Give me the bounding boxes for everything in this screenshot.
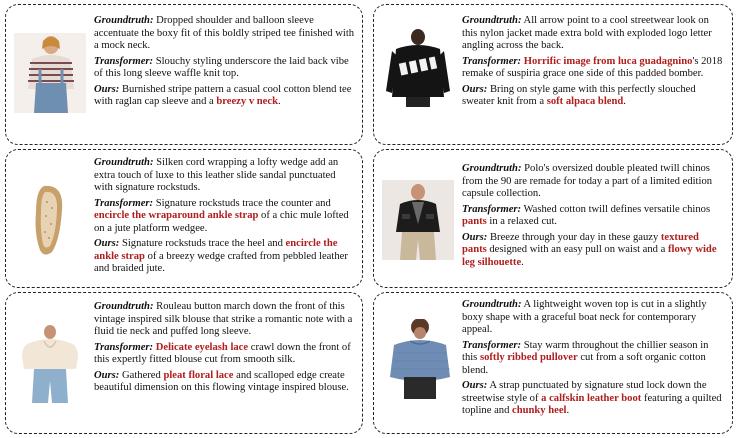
- groundtruth-label: Groundtruth:: [94, 15, 154, 26]
- caption-text: All arrow point to a cool streetwear look on this nylon jacket made extra bold with exploded logo letter angling across the back.: [462, 15, 712, 51]
- groundtruth-caption: [462, 163, 726, 201]
- ours-caption: [462, 232, 726, 270]
- example-card-2: [373, 4, 733, 145]
- caption-text: in a relaxed cut.: [486, 216, 558, 227]
- groundtruth-caption: [462, 299, 726, 337]
- caption-text: Rouleau button march down the front of this vintage inspired silk blouse that strike a romantic note with a fluid tie neck and puffed long sleeve.: [94, 301, 353, 337]
- highlighted-phrase: encircle the wraparound ankle strap: [94, 210, 259, 221]
- highlighted-phrase: a calfskin leather boot: [541, 392, 642, 404]
- groundtruth-label: Groundtruth:: [462, 15, 522, 26]
- transformer-label: Transformer:: [462, 55, 522, 67]
- caption-block: [462, 163, 726, 272]
- caption-block: [94, 157, 356, 279]
- ours-label: Ours:: [94, 83, 120, 95]
- caption-text: cut from a soft organic cotton blend.: [462, 352, 706, 376]
- transformer-caption: [462, 56, 726, 81]
- caption-text: crawl down the front of this expertly fitted blouse cut from smooth silk.: [94, 341, 351, 365]
- caption-text: designed with an easy pull on waist and a: [486, 244, 668, 255]
- caption-text: Breeze through your day in these gauzy: [487, 231, 661, 243]
- caption-text: .: [566, 405, 570, 416]
- ours-caption: [94, 370, 356, 395]
- groundtruth-label: Groundtruth:: [94, 157, 154, 168]
- ours-caption: [462, 84, 726, 109]
- example-card-5: [5, 292, 363, 434]
- caption-text: Slouchy styling underscore the laid back vibe of this long sleeve waffle knit top.: [94, 55, 349, 79]
- product-image: [14, 33, 86, 113]
- caption-text: A lightweight woven top is cut in a slightly boxy shape with a graceful boat neck for contemporary appeal.: [462, 299, 707, 335]
- caption-text: Burnished stripe pattern a casual cool cotton blend tee with raglan cap sleeve and a: [94, 83, 352, 107]
- highlighted-phrase: Horrific image from luca guadagnino: [523, 55, 693, 67]
- ours-label: Ours:: [94, 238, 120, 249]
- ours-label: Ours:: [462, 83, 488, 95]
- product-image: [382, 319, 454, 399]
- groundtruth-caption: [462, 15, 726, 53]
- caption-text: 's 2018 remake of suspiria grace one side of this padded bomber.: [462, 55, 723, 79]
- highlighted-phrase: pants: [462, 216, 487, 227]
- product-image: [14, 323, 86, 403]
- ours-caption: [94, 238, 356, 276]
- transformer-label: Transformer:: [94, 341, 154, 353]
- groundtruth-label: Groundtruth:: [94, 301, 154, 312]
- transformer-label: Transformer:: [462, 339, 522, 351]
- groundtruth-caption: [94, 301, 356, 339]
- caption-text: A strap punctuated by signature stud lock down the streetwise style of: [462, 380, 707, 404]
- transformer-label: Transformer:: [94, 55, 154, 67]
- transformer-label: Transformer:: [462, 203, 522, 215]
- ours-caption: [94, 84, 356, 109]
- caption-text: Stay warm throughout the chillier season in this: [462, 339, 709, 363]
- highlighted-phrase: flowy wide leg silhouette: [462, 244, 717, 268]
- product-image: [382, 27, 454, 107]
- ours-label: Ours:: [462, 231, 488, 243]
- caption-text: Washed cotton twill defines versatile chinos: [521, 203, 711, 215]
- caption-text: Signature rockstuds trace the heel and: [119, 238, 286, 249]
- highlighted-phrase: softly ribbed pullover: [479, 352, 578, 363]
- groundtruth-caption: [94, 157, 356, 195]
- ours-label: Ours:: [94, 369, 120, 381]
- transformer-caption: [94, 342, 356, 367]
- groundtruth-label: Groundtruth:: [462, 163, 522, 174]
- caption-block: [94, 301, 356, 398]
- transformer-caption: [462, 340, 726, 378]
- ours-label: Ours:: [462, 380, 488, 391]
- caption-text: Gathered: [119, 369, 164, 381]
- caption-text: and scalloped edge create beautiful dimension on this flowing vintage inspired blouse.: [94, 369, 349, 393]
- caption-text: Dropped shoulder and balloon sleeve accentuate the boxy fit of this boldly striped tee finished with a mock neck.: [94, 15, 355, 51]
- transformer-caption: [462, 204, 726, 229]
- caption-text: .: [623, 96, 626, 107]
- example-card-4: [373, 149, 733, 288]
- caption-text: of a chic mule lofted on a jute platform wedgee.: [94, 210, 349, 234]
- highlighted-phrase: breezy v neck: [216, 96, 278, 107]
- caption-block: [462, 15, 726, 112]
- ours-caption: [462, 380, 726, 418]
- highlighted-phrase: chunky heel: [512, 405, 567, 416]
- transformer-label: Transformer:: [94, 197, 154, 209]
- product-image: [382, 180, 454, 260]
- highlighted-phrase: textured pants: [462, 231, 699, 255]
- transformer-caption: [94, 198, 356, 236]
- caption-block: [94, 15, 356, 112]
- caption-text: Silken cord wrapping a lofty wedge add an extra touch of luxe to this leather slide sandal punctuated with signature rockstuds.: [94, 157, 339, 193]
- product-image: [14, 180, 86, 260]
- caption-text: .: [277, 96, 281, 107]
- caption-text: Bring on style game with this perfectly slouched sweater knit from a: [462, 83, 696, 107]
- caption-text: Polo's oversized double pleated twill chinos from the 90 are remade for today a part of a limited edition capsule collection.: [462, 163, 713, 199]
- caption-text: featuring a quilted topline and: [462, 392, 722, 416]
- caption-text: Signature rockstuds trace the counter and: [153, 197, 331, 209]
- transformer-caption: [94, 56, 356, 81]
- example-card-6: [373, 292, 733, 434]
- caption-text: of a breezy wedge crafted from pebbled leather and braided jute.: [94, 250, 348, 274]
- highlighted-phrase: pleat floral lace: [163, 369, 234, 381]
- caption-text: .: [521, 256, 524, 268]
- highlighted-phrase: Delicate eyelash lace: [155, 341, 249, 353]
- groundtruth-caption: [94, 15, 356, 53]
- example-card-1: [5, 4, 363, 145]
- groundtruth-label: Groundtruth:: [462, 299, 522, 310]
- highlighted-phrase: soft alpaca blend: [546, 96, 624, 107]
- example-card-3: [5, 149, 363, 288]
- highlighted-phrase: encircle the ankle strap: [94, 238, 338, 262]
- caption-block: [462, 299, 726, 421]
